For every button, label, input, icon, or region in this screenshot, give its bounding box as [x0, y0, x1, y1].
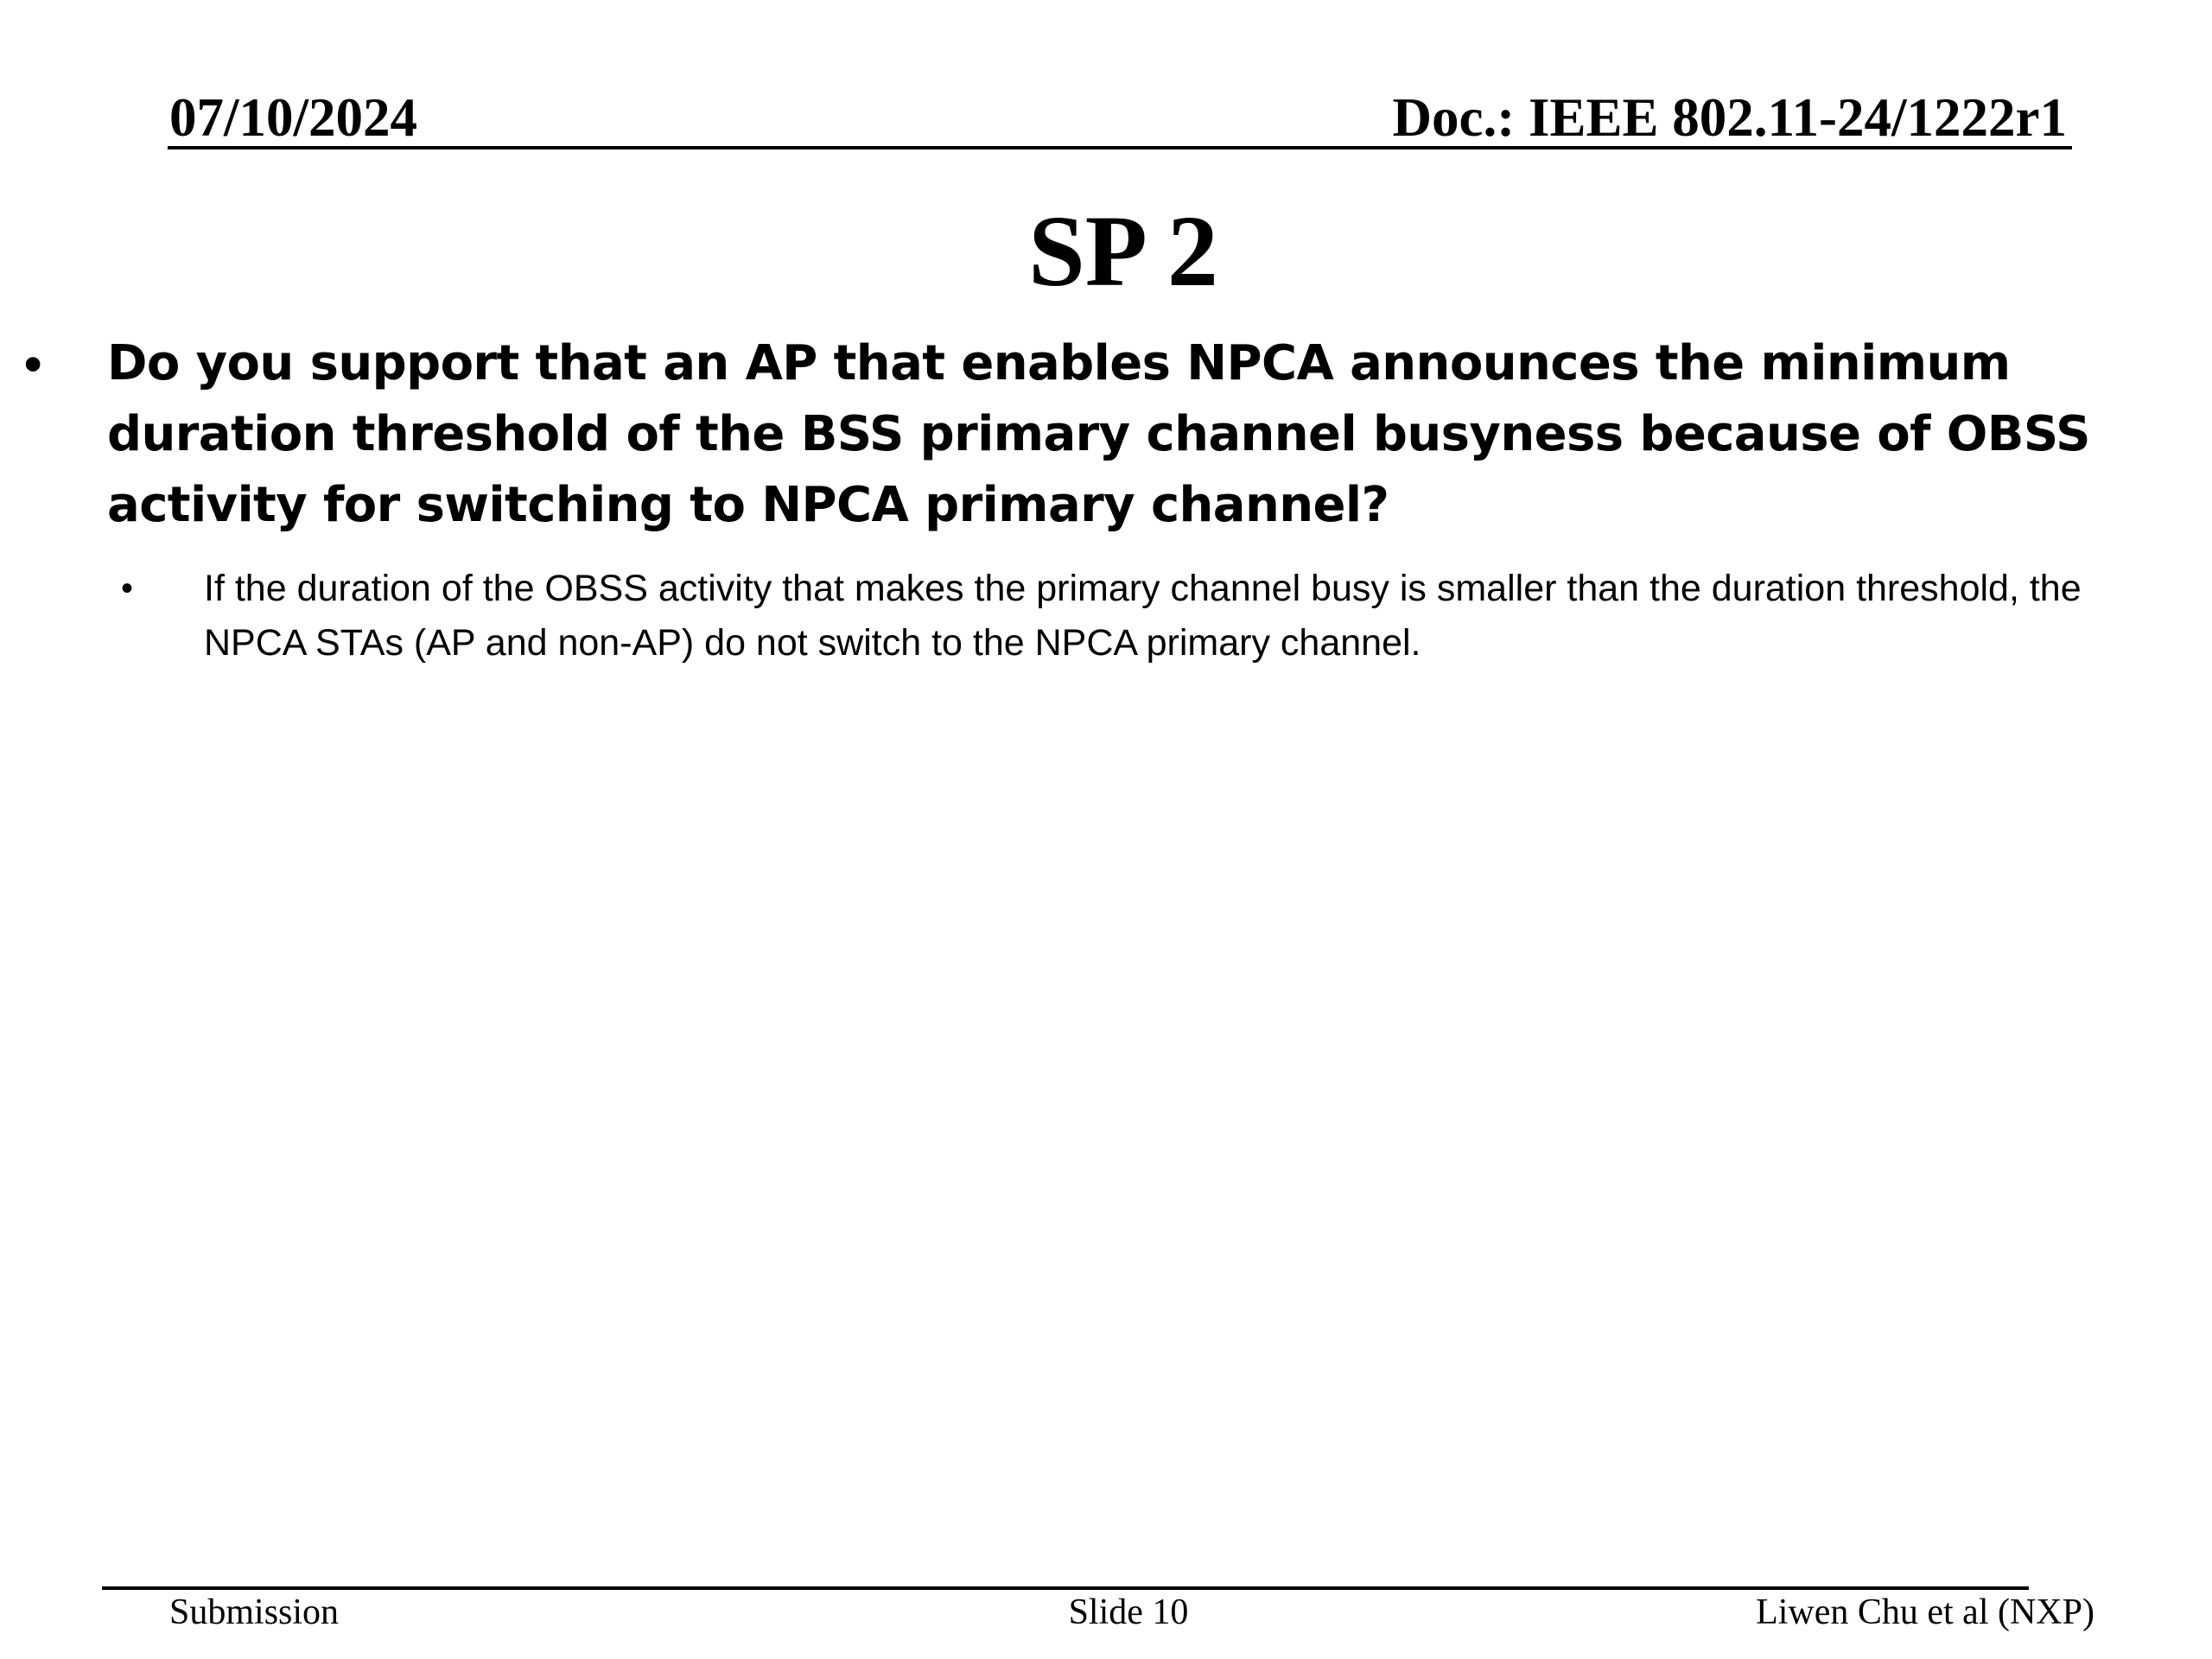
bullet-marker: • — [24, 336, 42, 392]
bullet-marker: • — [121, 569, 134, 607]
header-date: 07/10/2024 — [169, 87, 418, 148]
header-divider — [168, 146, 2072, 149]
header-doc-id: Doc.: IEEE 802.11-24/1222r1 — [1392, 87, 2067, 148]
footer-submission: Submission — [169, 1592, 340, 1632]
sub-bullet-text: If the duration of the OBSS activity that makes the primary channel busy is smaller than the duration threshold, the NPCA STAs (AP and non-AP) do not switch to the NPCA primary channel. — [204, 568, 2082, 664]
footer-slide-number: Slide 10 — [1068, 1592, 1189, 1632]
footer-author: Liwen Chu et al (NXP) — [1756, 1592, 2094, 1632]
slide-title: SP 2 — [1028, 194, 1218, 308]
main-bullet-text: Do you support that an AP that enables NPCA announces the minimum duration threshold of the BSS primary channel busyness because of OBSS activity for switching to NPCA primary channel? — [107, 335, 2090, 533]
